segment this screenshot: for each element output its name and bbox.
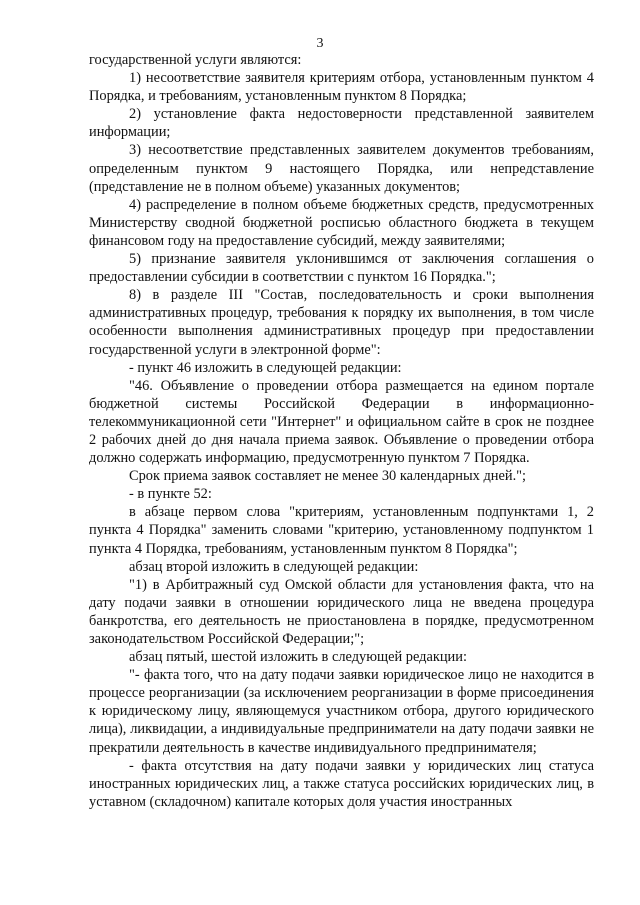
paragraph-point-46-text: "46. Объявление о проведении отбора размещается на едином портале бюджетной системы Российской Федерации в информационно-телекоммуникационной сети "Интернет" и официальном сайте в срок не позднее 2 рабочих дней до дня начала приема заявок. Объявление о проведении отбора должно содержать информацию, предусмотренную пунктом 7 Порядка. xyxy=(89,377,594,467)
paragraph-abzac-1: в абзаце первом слова "критериям, установленным подпунктами 1, 2 пункта 4 Порядка" заменить словами "критерию, установленному подпунктом 1 пункта 4 Порядка, требованиям, установленным пунктом 8 Порядка"; xyxy=(89,504,594,557)
paragraph-item-4: 4) распределение в полном объеме бюджетных средств, предусмотренных Министерству сводной бюджетной росписью областного бюджета в текущем финансовом году на предоставление субсидий, между заявителями; xyxy=(89,196,594,249)
paragraph-item-5: 5) признание заявителя уклонившимся от заключения соглашения о предоставлении субсидии в соответствии с пунктом 16 Порядка."; xyxy=(89,251,594,286)
paragraph-abzac-5-text: "- факта того, что на дату подачи заявки юридическое лицо не находится в процессе реорганизации (за исключением реорганизации в форме присоединения к юридическому лицу, являющемуся участником отбора, другого юридического лица), ликвидации, а индивидуальные предприниматели на дату подачи заявки не прекратили деятельность в качестве индивидуального предпринимателя; xyxy=(89,667,594,756)
paragraph-intro: государственной услуги являются: xyxy=(89,52,302,68)
page-number: 3 xyxy=(316,36,324,51)
paragraph-abzac-2-text: "1) в Арбитражный суд Омской области для установления факта, что на дату подачи заявки в отношении юридического лица не введена процедура банкротства, его деятельность не приостановлена в порядке, предусмотренном законодательством Российской Федерации;"; xyxy=(89,576,594,647)
paragraph-abzac-6-text: - факта отсутствия на дату подачи заявки у юридических лиц статуса иностранных юридических лиц, а также статуса российских юридических лиц, в уставном (складочном) капитале которых доля участия иностранных xyxy=(89,757,594,810)
paragraph-item-1: 1) несоответствие заявителя критериям отбора, установленным пунктом 4 Порядка, и требованиям, установленным пунктом 8 Порядка; xyxy=(89,70,594,105)
paragraph-section-8: 8) в разделе III "Состав, последовательность и сроки выполнения административных процедур, требования к порядку их выполнения, в том числе особенности выполнения административных процедур при предоставлении государственной услуги в электронной форме": xyxy=(89,287,594,358)
paragraph-deadline: Срок приема заявок составляет не менее 30 календарных дней."; xyxy=(129,468,527,485)
paragraph-item-3: 3) несоответствие представленных заявителем документов требованиям, определенным пунктом 9 настоящего Порядка, или непредставление (представление не в полном объеме) указанных документов; xyxy=(89,142,594,195)
paragraph-item-2: 2) установление факта недостоверности представленной заявителем информации; xyxy=(89,106,594,141)
document-body xyxy=(89,51,594,811)
paragraph-point-46-intro: - пункт 46 изложить в следующей редакции: xyxy=(129,359,402,376)
paragraph-abzac-5-6-intro: абзац пятый, шестой изложить в следующей редакции: xyxy=(129,649,467,666)
paragraph-abzac-2-intro: абзац второй изложить в следующей редакции: xyxy=(129,558,419,575)
paragraph-point-52: - в пункте 52: xyxy=(129,486,212,503)
